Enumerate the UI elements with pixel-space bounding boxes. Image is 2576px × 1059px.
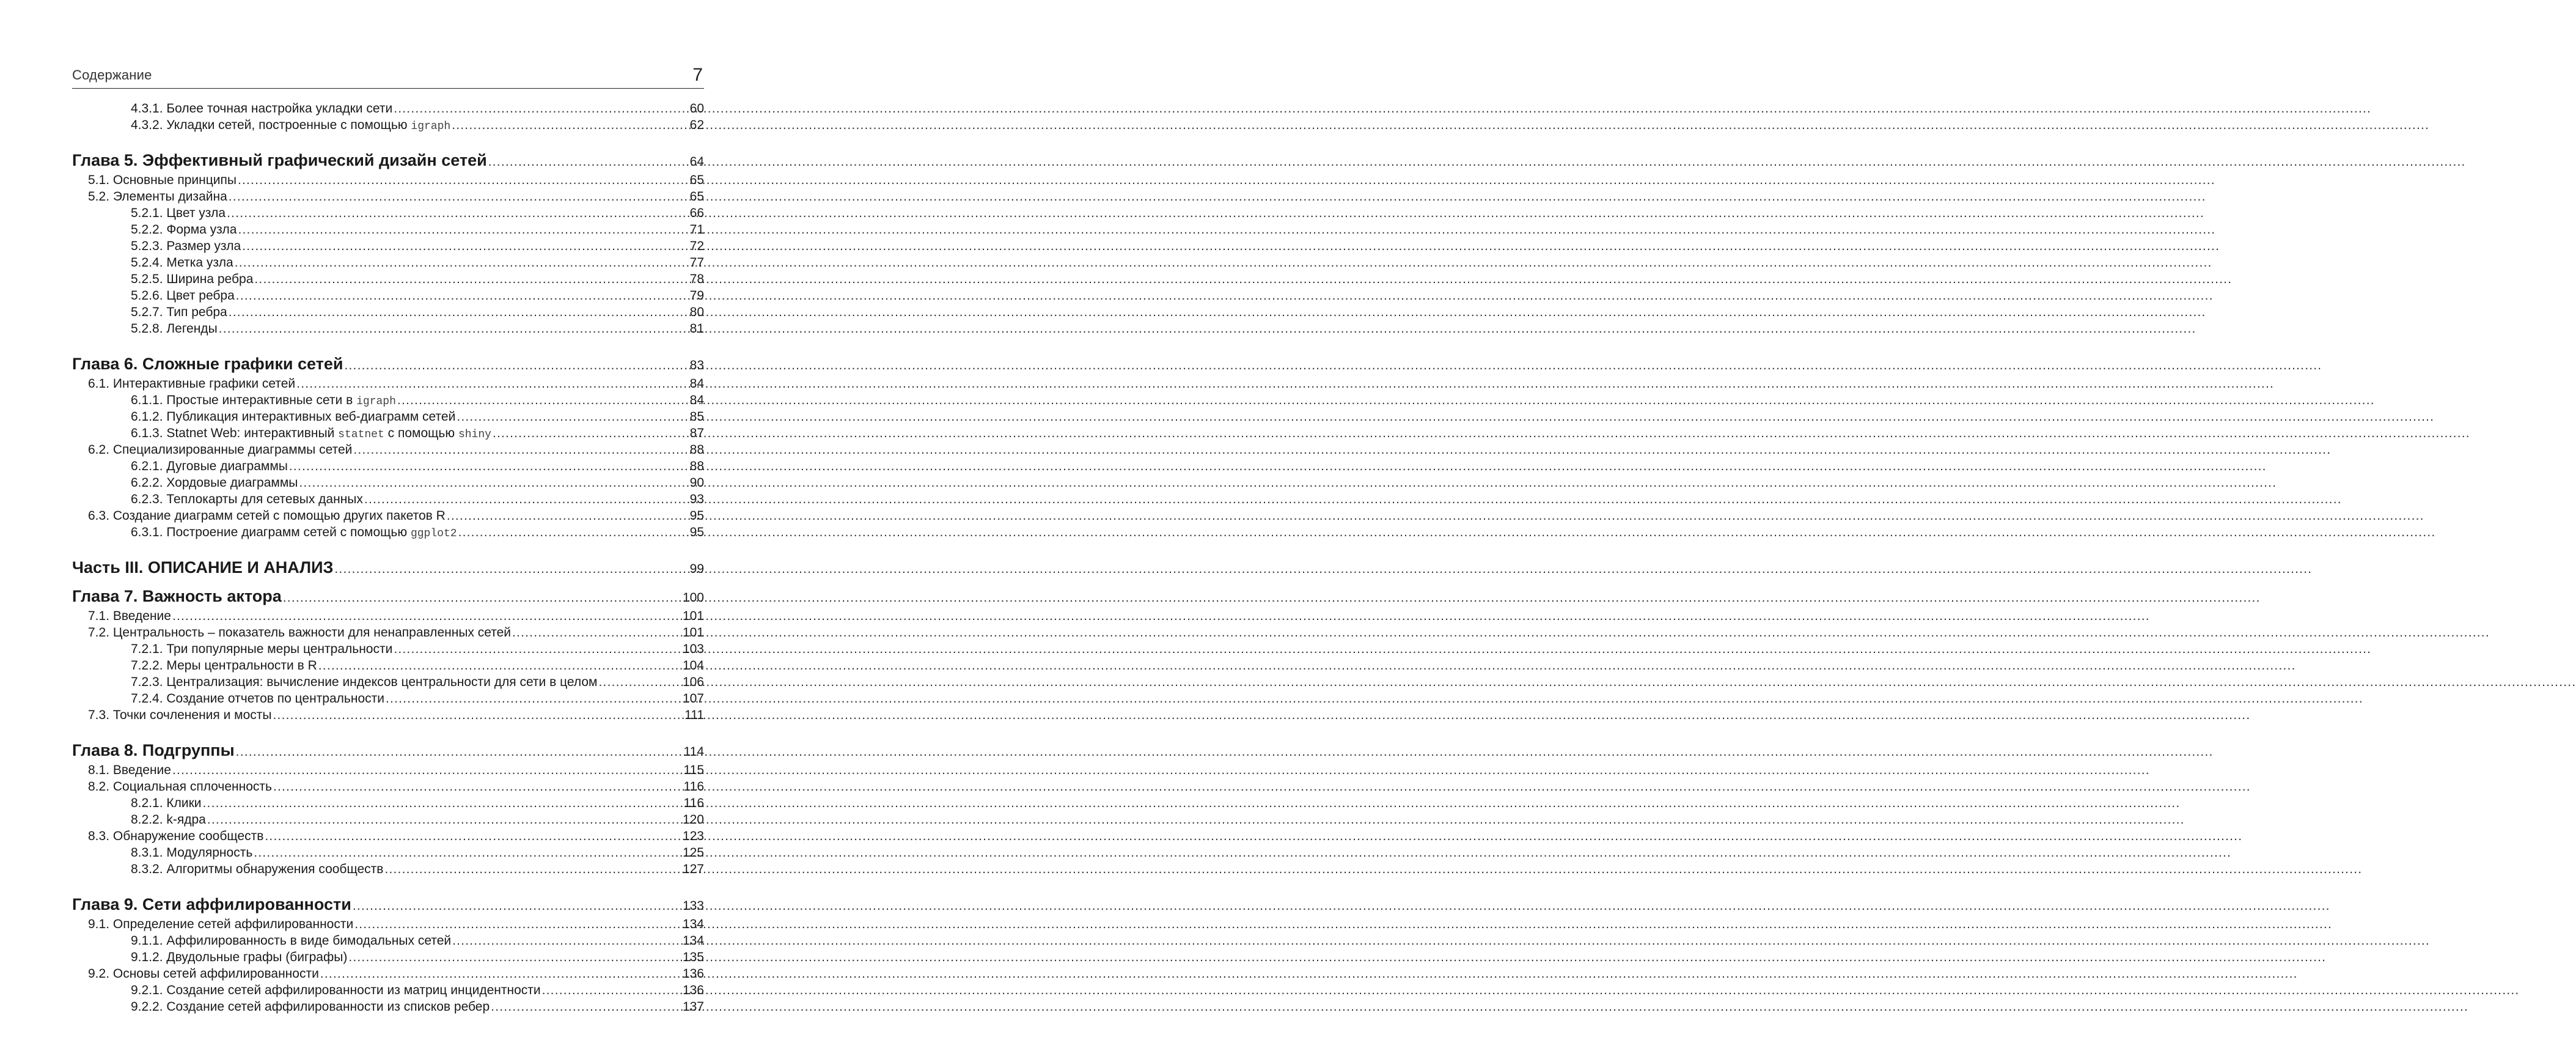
code-term: igraph	[411, 120, 451, 133]
title-text: 6.1. Интерактивные графики сетей	[88, 377, 296, 391]
title-text: 6.2.2. Хордовые диаграммы	[131, 476, 298, 490]
toc-page-number: 66	[689, 206, 704, 220]
dot-leader	[394, 641, 681, 657]
toc-entry-title	[88, 778, 272, 795]
dot-leader	[219, 320, 689, 337]
dot-leader	[353, 893, 681, 918]
dot-leader	[172, 608, 681, 624]
toc-entry-title	[88, 375, 295, 392]
dot-leader	[207, 811, 681, 828]
toc-section-entry[interactable]	[72, 507, 704, 524]
toc-entry-title	[131, 205, 226, 221]
toc-entry-title	[88, 608, 171, 624]
toc-subsection-entry[interactable]	[72, 811, 704, 828]
toc-entry-title	[72, 149, 487, 172]
toc-page-number: 125	[682, 846, 704, 860]
toc-subsection-entry[interactable]	[72, 657, 704, 674]
toc-page-number: 127	[682, 862, 704, 876]
toc-page-number: 72	[689, 239, 704, 253]
title-text: 7.2. Центральность – показатель важности для ненаправленных сетей	[88, 625, 512, 640]
toc-entry-title	[131, 408, 455, 425]
toc-section-entry[interactable]	[72, 707, 704, 723]
toc-page-number: 137	[682, 1000, 704, 1014]
toc-page-number: 133	[682, 899, 704, 913]
toc-subsection-entry[interactable]	[72, 795, 704, 811]
toc-page-number: 80	[689, 305, 704, 319]
code-term: igraph	[356, 396, 396, 408]
toc-entry-title	[88, 172, 237, 188]
toc-chapter-entry[interactable]	[72, 149, 704, 172]
dot-leader	[386, 690, 681, 707]
toc-section-entry[interactable]	[72, 172, 704, 188]
title-text: 9.2.2. Создание сетей аффилированности из списков ребер	[131, 1000, 490, 1014]
toc-entry-title	[131, 271, 253, 287]
toc-entry-title	[88, 762, 171, 778]
toc-subsection-entry[interactable]	[72, 117, 704, 133]
toc-entry-title	[131, 254, 233, 271]
section-gap	[72, 877, 704, 893]
toc-chapter-entry[interactable]	[72, 556, 704, 579]
dot-leader	[542, 982, 681, 998]
title-text: 9.2.1. Создание сетей аффилированности из матриц инцидентности	[131, 983, 541, 997]
toc-section-entry[interactable]	[72, 778, 704, 795]
title-text: 8.1. Введение	[88, 763, 171, 777]
title-text: 9.1.2. Двудольные графы (биграфы)	[131, 950, 348, 964]
toc-page-number: 90	[689, 476, 704, 490]
toc-page-number: 83	[689, 358, 704, 372]
toc-entry-title	[72, 352, 343, 375]
toc-subsection-entry[interactable]	[72, 949, 704, 965]
dot-leader	[354, 916, 681, 932]
toc-subsection-entry[interactable]	[72, 932, 704, 949]
dot-leader	[353, 441, 688, 458]
toc-section-entry[interactable]	[72, 828, 704, 844]
toc-entry-title	[131, 932, 451, 949]
dot-leader	[236, 739, 683, 764]
toc-subsection-entry[interactable]	[72, 844, 704, 861]
dot-leader	[493, 425, 689, 441]
toc-section-entry[interactable]	[72, 624, 704, 641]
toc-entry-title	[88, 707, 272, 723]
title-text: 6.1.3. Statnet Web: интерактивный	[131, 426, 339, 440]
title-text: Глава 9. Сети аффилированности	[72, 895, 351, 913]
toc-page-number: 135	[682, 950, 704, 964]
toc-entry-title	[131, 304, 227, 320]
title-text: 5.2.5. Ширина ребра	[131, 272, 254, 286]
dot-leader	[236, 287, 689, 304]
toc-subsection-entry[interactable]	[72, 998, 704, 1015]
title-text: 6.3.1. Построение диаграмм сетей с помощью	[131, 525, 411, 539]
section-gap	[72, 723, 704, 739]
dot-leader	[254, 271, 688, 287]
toc-entry-title	[131, 811, 206, 828]
toc-entry-title	[131, 392, 396, 410]
toc-entry-title	[131, 117, 450, 135]
toc-page-number: 107	[682, 692, 704, 706]
title-text: 6.3. Создание диаграмм сетей с помощью других пакетов R	[88, 509, 446, 523]
title-text: 7.2.3. Централизация: вычисление индексов центральности для сети в целом	[131, 675, 598, 689]
title-text: 5.2.1. Цвет узла	[131, 206, 226, 220]
title-text: 8.2. Социальная сплоченность	[88, 780, 272, 794]
dot-leader	[299, 474, 688, 491]
title-text: 8.3.2. Алгоритмы обнаружения сообществ	[131, 862, 384, 876]
toc-page-number: 116	[683, 796, 704, 810]
dot-leader	[238, 221, 688, 238]
toc-subsection-entry[interactable]	[72, 304, 704, 320]
title-text: 8.3.1. Модулярность	[131, 846, 253, 860]
toc-page-number: 65	[689, 190, 704, 204]
toc-subsection-entry[interactable]	[72, 408, 704, 425]
dot-leader	[394, 100, 688, 117]
code-term: shiny	[458, 429, 491, 441]
toc-page-number: 115	[683, 763, 704, 777]
dot-leader	[512, 624, 681, 641]
dot-leader	[229, 304, 689, 320]
toc-page-number: 111	[684, 708, 704, 722]
toc-page-number: 134	[682, 934, 704, 948]
code-term: ggplot2	[410, 528, 457, 540]
toc-page-number: 85	[689, 410, 704, 424]
dot-leader	[491, 998, 681, 1015]
dot-leader	[227, 205, 689, 221]
toc-page-number: 123	[682, 829, 704, 843]
toc-subsection-entry[interactable]	[72, 524, 704, 541]
title-text: 9.1.1. Аффилированность в виде бимодальных сетей	[131, 934, 452, 948]
toc-page-number: 71	[689, 223, 704, 237]
toc-subsection-entry[interactable]	[72, 392, 704, 408]
title-text: с помощью	[384, 426, 458, 440]
toc-subsection-entry[interactable]	[72, 474, 704, 491]
toc-entry-title	[131, 221, 237, 238]
dot-leader	[397, 392, 689, 408]
toc-entry-title	[88, 965, 319, 982]
dot-leader	[235, 254, 689, 271]
toc-entry-title	[131, 982, 541, 998]
title-text: 5.1. Основные принципы	[88, 173, 237, 187]
toc-chapter-entry[interactable]	[72, 739, 704, 762]
toc-page-number: 62	[689, 118, 704, 132]
toc-page-number: 100	[682, 591, 704, 605]
title-text: 9.2. Основы сетей аффилированности	[88, 967, 319, 981]
title-text: Глава 8. Подгруппы	[72, 741, 235, 759]
title-text: 7.1. Введение	[88, 609, 171, 623]
title-text: 6.2.1. Дуговые диаграммы	[131, 459, 288, 473]
toc-page-number: 99	[689, 562, 704, 576]
title-text: 5.2.2. Форма узла	[131, 223, 237, 237]
toc-subsection-entry[interactable]	[72, 320, 704, 337]
toc-chapter-entry[interactable]	[72, 893, 704, 916]
title-text: 5.2.8. Легенды	[131, 322, 218, 336]
toc-entry-title	[131, 861, 383, 877]
toc-chapter-entry[interactable]	[72, 585, 704, 608]
title-text: 8.2.2. k-ядра	[131, 813, 206, 827]
dot-leader	[488, 149, 689, 174]
toc-page-number: 136	[682, 983, 704, 997]
dot-leader	[599, 674, 681, 690]
toc-section-entry[interactable]	[72, 441, 704, 458]
title-text: 6.1.2. Публикация интерактивных веб-диаграмм сетей	[131, 410, 456, 424]
toc-subsection-entry[interactable]	[72, 425, 704, 441]
toc-chapter-entry[interactable]	[72, 352, 704, 375]
toc-page-number: 88	[689, 443, 704, 457]
toc-section-entry[interactable]	[72, 188, 704, 205]
dot-leader	[229, 188, 689, 205]
toc-section-entry[interactable]	[72, 375, 704, 392]
toc-entry-title	[131, 320, 218, 337]
toc-entry-title	[131, 425, 491, 443]
toc-entry-title	[88, 507, 446, 524]
title-text: 5.2.7. Тип ребра	[131, 305, 227, 319]
dot-leader	[384, 861, 681, 877]
title-text: 7.2.1. Три популярные меры центральности	[131, 642, 393, 656]
toc-section-entry[interactable]	[72, 916, 704, 932]
toc-entry-title	[131, 949, 347, 965]
toc-page-number: 78	[689, 272, 704, 286]
toc-entry-title	[88, 188, 227, 205]
toc-page-number: 65	[689, 173, 704, 187]
toc-entry-title	[131, 657, 317, 674]
toc-page-number: 88	[689, 459, 704, 473]
toc-section-entry[interactable]	[72, 608, 704, 624]
dot-leader	[447, 507, 689, 524]
section-gap	[72, 337, 704, 352]
toc-subsection-entry[interactable]	[72, 238, 704, 254]
dot-leader	[318, 657, 681, 674]
dot-leader	[452, 117, 688, 133]
toc-page-number: 106	[682, 675, 704, 689]
section-gap	[72, 541, 704, 556]
dot-leader	[320, 965, 681, 982]
toc-page-number: 136	[682, 967, 704, 981]
toc-entry-title	[131, 238, 241, 254]
dot-leader	[242, 238, 688, 254]
toc-section-entry[interactable]	[72, 965, 704, 982]
dot-leader	[344, 352, 688, 377]
code-term: statnet	[338, 429, 384, 441]
title-text: 7.2.2. Меры центральности в R	[131, 659, 317, 673]
toc-entry-title	[88, 916, 353, 932]
toc-subsection-entry[interactable]	[72, 254, 704, 271]
toc-entry-title	[131, 524, 457, 542]
toc-entry-title	[88, 828, 263, 844]
dot-leader	[348, 949, 681, 965]
dot-leader	[334, 556, 688, 581]
title-text: 5.2.6. Цвет ребра	[131, 289, 235, 303]
toc-page-number: 79	[689, 289, 704, 303]
dot-leader	[296, 375, 688, 392]
toc-subsection-entry[interactable]	[72, 491, 704, 507]
toc-subsection-entry[interactable]	[72, 674, 704, 690]
toc-page-number: 116	[683, 780, 704, 794]
toc-page-number: 84	[689, 393, 704, 407]
toc-entry-title	[131, 641, 392, 657]
toc-entry-title	[88, 441, 352, 458]
title-text: Часть III. ОПИСАНИЕ И АНАЛИЗ	[72, 558, 334, 577]
table-of-contents	[72, 100, 704, 1015]
toc-subsection-entry[interactable]	[72, 861, 704, 877]
toc-page-number: 87	[689, 426, 704, 440]
toc-entry-title	[131, 287, 235, 304]
toc-page-number: 101	[682, 609, 704, 623]
dot-leader	[289, 458, 689, 474]
title-text: 4.3.2. Укладки сетей, построенные с помощью	[131, 118, 411, 132]
dot-leader	[452, 932, 681, 949]
toc-entry-title	[72, 556, 333, 579]
toc-page-number: 95	[689, 509, 704, 523]
dot-leader	[203, 795, 683, 811]
toc-subsection-entry[interactable]	[72, 287, 704, 304]
dot-leader	[457, 408, 688, 425]
toc-page-number: 103	[682, 642, 704, 656]
toc-page-number: 81	[689, 322, 704, 336]
toc-page-number: 101	[682, 625, 704, 640]
section-gap	[72, 133, 704, 149]
title-text: 7.2.4. Создание отчетов по центральности	[131, 692, 384, 706]
toc-subsection-entry[interactable]	[72, 271, 704, 287]
toc-page-number: 77	[689, 256, 704, 270]
toc-subsection-entry[interactable]	[72, 690, 704, 707]
title-text: Глава 5. Эффективный графический дизайн сетей	[72, 151, 487, 169]
toc-page-number: 93	[689, 492, 704, 506]
toc-page-number: 60	[689, 101, 704, 116]
title-text: 5.2.3. Размер узла	[131, 239, 241, 253]
dot-leader	[172, 762, 683, 778]
title-text: Глава 6. Сложные графики сетей	[72, 355, 343, 373]
toc-entry-title	[131, 690, 384, 707]
running-header	[72, 60, 704, 89]
toc-entry-title	[131, 458, 288, 474]
toc-page-number: 114	[683, 745, 704, 759]
dot-leader	[273, 778, 683, 795]
dot-leader	[458, 524, 689, 541]
toc-entry-title	[131, 100, 392, 117]
dot-leader	[254, 844, 681, 861]
toc-entry-title	[131, 795, 202, 811]
title-text: 6.2.3. Теплокарты для сетевых данных	[131, 492, 363, 506]
dot-leader	[283, 585, 681, 610]
title-text: 4.3.1. Более точная настройка укладки сети	[131, 101, 393, 116]
toc-page-number: 104	[682, 659, 704, 673]
dot-leader	[238, 172, 689, 188]
toc-subsection-entry[interactable]	[72, 641, 704, 657]
dot-leader	[265, 828, 681, 844]
toc-subsection-entry[interactable]	[72, 100, 704, 117]
toc-subsection-entry[interactable]	[72, 221, 704, 238]
toc-page-number: 120	[682, 813, 704, 827]
toc-page-number: 134	[682, 917, 704, 931]
toc-entry-title	[131, 998, 490, 1015]
toc-page-number: 95	[689, 525, 704, 539]
toc-section-entry[interactable]	[72, 762, 704, 778]
toc-entry-title	[131, 844, 252, 861]
dot-leader	[364, 491, 689, 507]
title-text: 6.1.1. Простые интерактивные сети в	[131, 393, 357, 407]
toc-entry-title	[72, 893, 351, 916]
toc-entry-title	[88, 624, 511, 641]
toc-entry-title	[72, 585, 282, 608]
title-text: 9.1. Определение сетей аффилированности	[88, 917, 354, 931]
title-text: 8.3. Обнаружение сообществ	[88, 829, 264, 843]
title-text: 6.2. Специализированные диаграммы сетей	[88, 443, 353, 457]
title-text: Глава 7. Важность актора	[72, 587, 282, 605]
title-text: 5.2. Элементы дизайна	[88, 190, 227, 204]
toc-page-number: 64	[689, 155, 704, 169]
toc-entry-title	[131, 674, 598, 690]
toc-entry-title	[131, 474, 298, 491]
page-number: 7	[692, 65, 703, 85]
toc-subsection-entry[interactable]	[72, 982, 704, 998]
toc-entry-title	[131, 491, 363, 507]
running-header-title: Содержание	[72, 67, 152, 83]
title-text: 8.2.1. Клики	[131, 796, 202, 810]
toc-subsection-entry[interactable]	[72, 205, 704, 221]
toc-page-number: 84	[689, 377, 704, 391]
toc-subsection-entry[interactable]	[72, 458, 704, 474]
dot-leader	[273, 707, 684, 723]
title-text: 5.2.4. Метка узла	[131, 256, 233, 270]
title-text: 7.3. Точки сочленения и мосты	[88, 708, 272, 722]
toc-entry-title	[72, 739, 235, 762]
